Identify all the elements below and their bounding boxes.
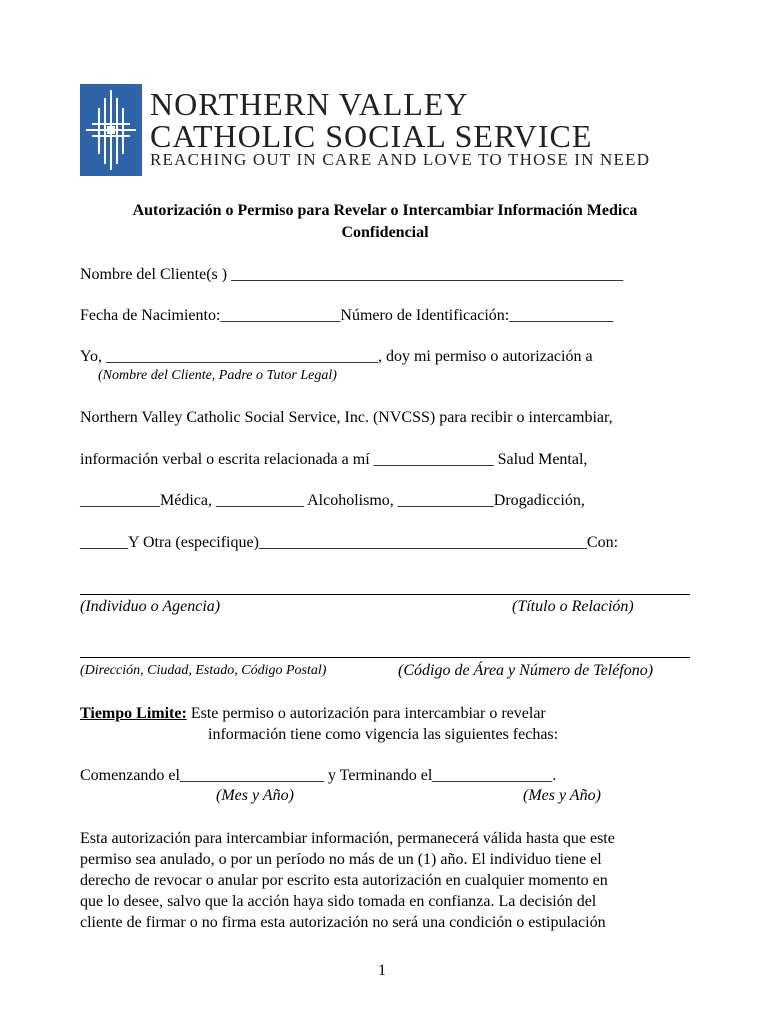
- authorizer-field: Yo, __________________________________, doy mi permiso o autorización a: [80, 348, 593, 365]
- end-date-caption: (Mes y Año): [523, 787, 601, 804]
- logo-tagline: REACHING OUT IN CARE AND LOVE TO THOSE IN NEED: [150, 150, 651, 169]
- dob-id-field: Fecha de Nacimiento:_______________Número de Identificación:_____________: [80, 307, 614, 324]
- information-type-line: información verbal o escrita relacionada a mí _______________ Salud Mental,: [80, 451, 588, 468]
- body-line5: cliente de firmar o no firma esta autorización no será una condición o estipulación: [80, 914, 606, 931]
- address-line: [80, 657, 690, 658]
- other-specify-line: ______Y Otra (especifique)_________________________________________Con:: [80, 534, 619, 551]
- form-title-line2: Confidencial: [341, 224, 429, 241]
- time-limit-text2: información tiene como vigencia las siguientes fechas:: [208, 726, 559, 743]
- body-line3: derecho de revocar o anular por escrito esta autorización en cualquier momento en: [80, 872, 608, 889]
- authorizer-caption: (Nombre del Cliente, Padre o Tutor Legal): [98, 368, 337, 383]
- date-range-line: Comenzando el__________________ y Terminando el_______________.: [80, 767, 557, 784]
- body-line4: que lo desee, salvo que la acción haya sido tomada en confianza. La decisión del: [80, 893, 597, 910]
- address-caption: (Dirección, Ciudad, Estado, Código Postal): [80, 663, 327, 678]
- form-title-line1: Autorización o Permiso para Revelar o Intercambiar Información Medica: [132, 202, 638, 219]
- logo-text-line1: NORTHERN VALLEY: [150, 86, 469, 122]
- organization-logo: [80, 84, 694, 176]
- body-line1: Esta autorización para intercambiar información, permanecerá válida hasta que este: [80, 830, 615, 847]
- title-relation-caption: (Título o Relación): [512, 598, 634, 615]
- nvcss-statement: Northern Valley Catholic Social Service, Inc. (NVCSS) para recibir o intercambiar,: [80, 409, 613, 426]
- client-name-field: Nombre del Cliente(s ) _________________________________________________: [80, 266, 624, 283]
- cross-emblem-icon: [80, 84, 142, 176]
- categories-line: __________Médica, ___________ Alcoholismo, ____________Drogadicción,: [80, 492, 585, 509]
- recipient-line: [80, 594, 690, 595]
- time-limit-label: Tiempo Limite:: [80, 705, 187, 722]
- time-limit-line1: [80, 704, 546, 724]
- logo-text-line2: CATHOLIC SOCIAL SERVICE: [150, 118, 593, 154]
- time-limit-text1: Este permiso o autorización para intercambiar o revelar: [186, 705, 546, 722]
- body-line2: permiso sea anulado, o por un período no más de un (1) año. El individuo tiene el: [80, 851, 602, 868]
- phone-caption: (Código de Área y Número de Teléfono): [398, 662, 654, 679]
- start-date-caption: (Mes y Año): [216, 787, 294, 804]
- page-number: 1: [378, 962, 386, 979]
- individual-agency-caption: (Individuo o Agencia): [80, 598, 221, 615]
